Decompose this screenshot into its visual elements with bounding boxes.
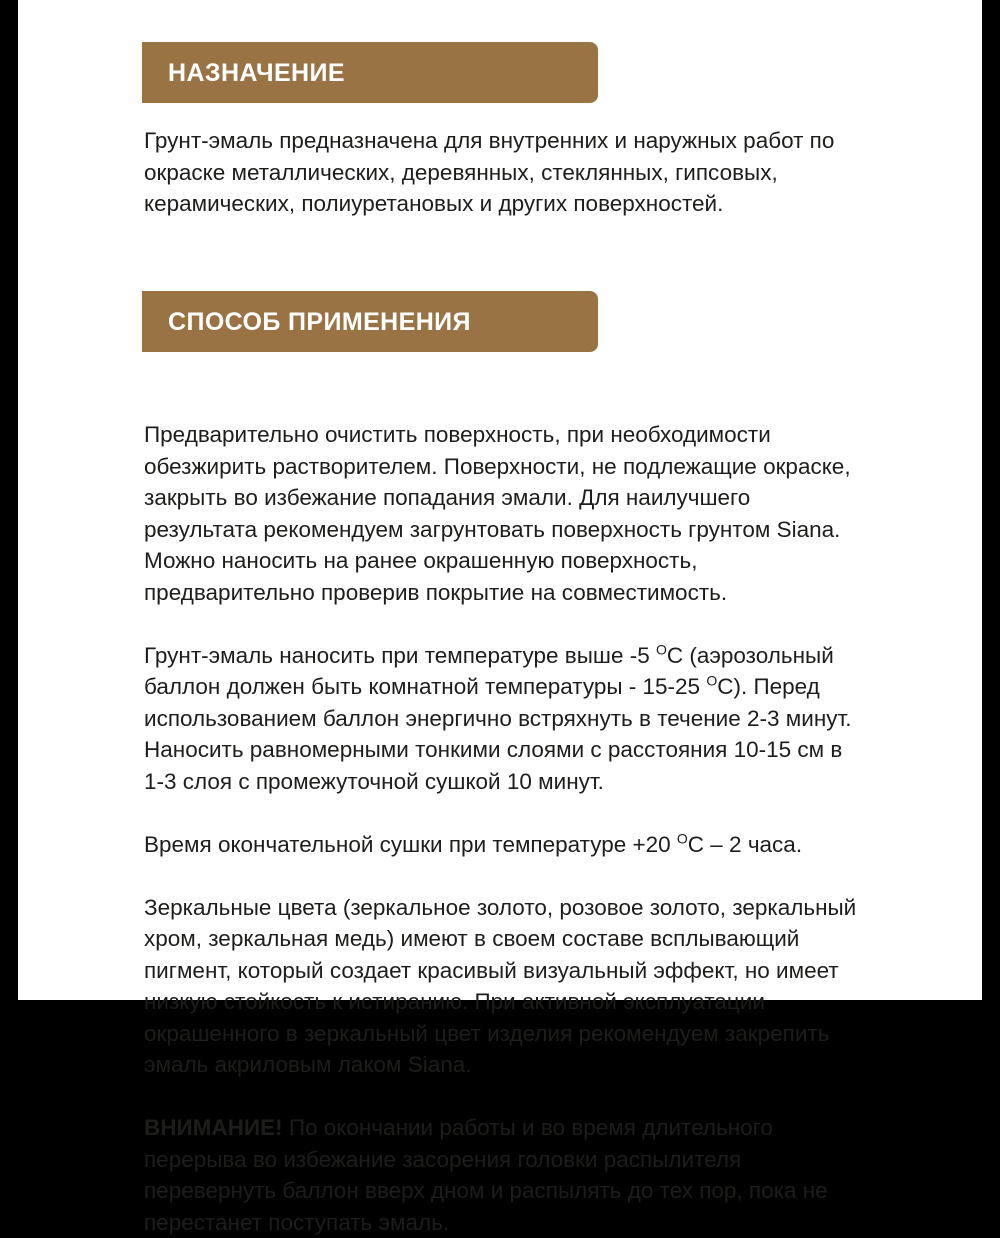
usage-paragraph-1: Предварительно очистить поверхность, при необходимости обезжирить растворителем. Поверхности, не подлежащие окраске, закрыть во избежание попадания эмали. Для наилучшего результата рекомендуем загрунтовать поверхность грунтом Siana. Можно наносить на ранее окрашенную поверхность, предварительно проверив покрытие на совместимость. xyxy=(144,422,851,605)
usage-p2-b: С (аэрозольный баллон должен быть комнатной температуры - 15-25 xyxy=(144,643,834,700)
usage-attention xyxy=(144,1115,828,1235)
section-header-usage: СПОСОБ ПРИМЕНЕНИЯ xyxy=(142,291,598,352)
section-body-usage xyxy=(144,388,864,1238)
usage-paragraph-2 xyxy=(144,643,852,794)
degree-symbol-3: O xyxy=(677,830,688,846)
attention-body: По окончании работы и во время длительного перерыва во избежание засорения головки распылителя перевернуть баллон вверх дном и распылять до тех пор, пока не перестанет поступать эмаль. xyxy=(144,1115,828,1235)
document-content xyxy=(144,42,864,1238)
usage-p3-b: С – 2 часа. xyxy=(688,832,802,857)
degree-symbol-2: O xyxy=(706,673,717,689)
usage-p2-c: С). Перед использованием баллон энергично встряхнуть в течение 2-3 минут. Наносить равномерными тонкими слоями с расстояния 10-15 см в 1-3 слоя с промежуточной сушкой 10 минут. xyxy=(144,674,852,794)
usage-p3-a: Время окончательной сушки при температуре +20 xyxy=(144,832,677,857)
usage-paragraph-4 xyxy=(144,895,856,1078)
section-body-purpose: Грунт-эмаль предназначена для внутренних и наружных работ по окраске металлических, деревянных, стеклянных, гипсовых, керамических, полиуретановых и других поверхностей. xyxy=(144,125,864,220)
usage-paragraph-3 xyxy=(144,832,802,857)
section-header-purpose: НАЗНАЧЕНИЕ xyxy=(142,42,598,103)
usage-p4-text: Зеркальные цвета (зеркальное золото, розовое золото, зеркальный хром, зеркальная медь) имеют в своем составе всплывающий пигмент, который создает красивый визуальный эффект, но имеет низкую стойкость к истиранию. При активной эксплуатации окрашенного в зеркальный цвет изделия рекомендуем закрепить эмаль акриловым лаком Siana. xyxy=(144,895,856,1078)
document-sheet xyxy=(18,0,982,1000)
usage-p2-a: Грунт-эмаль наносить при температуре выше -5 xyxy=(144,643,656,668)
degree-symbol-1: O xyxy=(656,641,667,657)
attention-label: ВНИМАНИЕ! xyxy=(144,1115,283,1140)
